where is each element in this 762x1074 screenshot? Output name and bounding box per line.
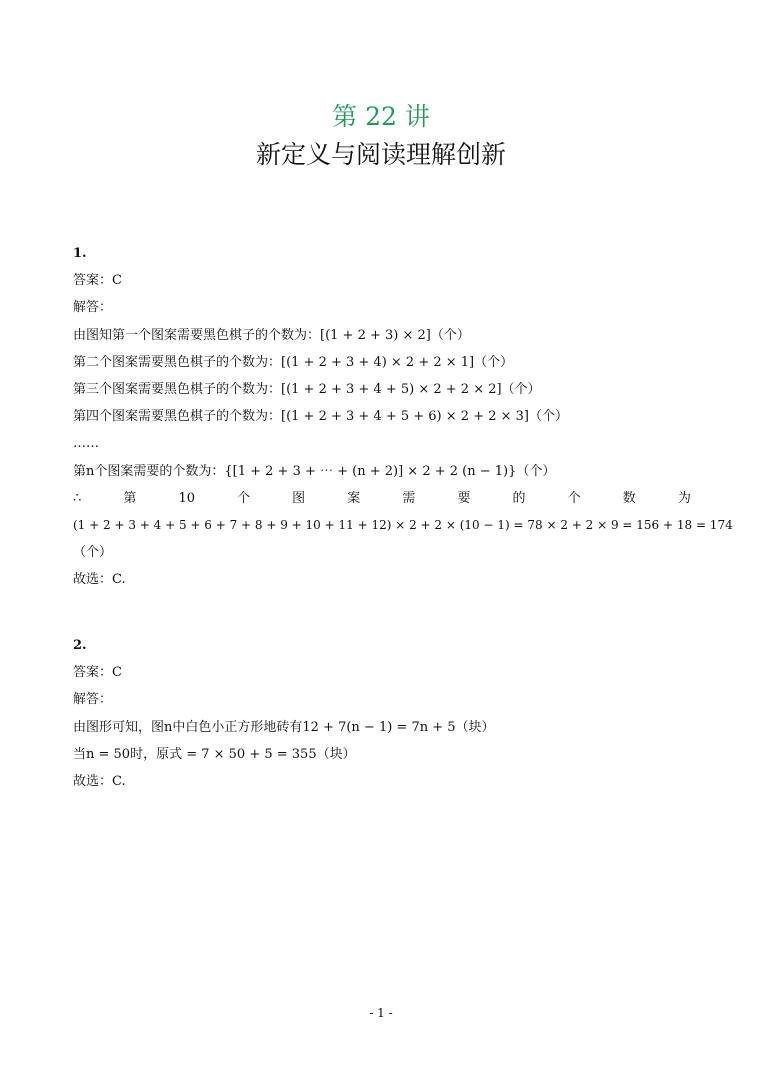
solution-line: 第n个图案需要的个数为：{[1 + 2 + 3 + ⋯ + (n + 2)] × 2 + 2 (n − 1)}（个）	[73, 463, 556, 479]
therefore-token: 数	[622, 490, 636, 506]
solution-line: 当n = 50时，原式 = 7 × 50 + 5 = 355（块）	[73, 746, 356, 762]
therefore-token: 要	[457, 490, 471, 506]
page-title: 新定义与阅读理解创新	[255, 140, 506, 169]
therefore-token: 个	[237, 490, 251, 506]
problem-number: 1.	[73, 246, 87, 261]
lecture-number: 第 22 讲	[332, 102, 430, 131]
therefore-token: 图	[292, 490, 306, 506]
unit-line: （个）	[73, 545, 113, 561]
problem-2	[73, 632, 691, 795]
solution-label: 解答：	[73, 300, 113, 316]
solution-line: 第二个图案需要黑色棋子的个数为：[(1 + 2 + 3 + 4) × 2 + 2 × 1]（个）	[73, 354, 514, 370]
therefore-token: 个	[567, 490, 581, 506]
therefore-token: 需	[402, 490, 416, 506]
solution-line: 由图知第一个图案需要黑色棋子的个数为：[(1 + 2 + 3) × 2]（个）	[73, 327, 470, 343]
therefore-token: 案	[347, 490, 361, 506]
therefore-token: 10	[178, 490, 195, 506]
solution-line: 第四个图案需要黑色棋子的个数为：[(1 + 2 + 3 + 4 + 5 + 6) × 2 + 2 × 3]（个）	[73, 409, 568, 425]
solution-line: 第三个图案需要黑色棋子的个数为：[(1 + 2 + 3 + 4 + 5) × 2 + 2 × 2]（个）	[73, 382, 541, 398]
conclusion-line: 故选：C.	[73, 572, 126, 588]
therefore-token: ∴	[73, 490, 82, 506]
therefore-token: 第	[123, 490, 137, 506]
answer-line: 答案：C	[73, 665, 122, 681]
solution-line: 由图形可知，图n中白色小正方形地砖有12 + 7(n − 1) = 7n + 5（块）	[73, 719, 495, 735]
problem-1	[73, 240, 733, 594]
therefore-token: 为	[677, 490, 691, 506]
conclusion-line: 故选：C.	[73, 774, 126, 790]
answer-line: 答案：C	[73, 273, 122, 289]
therefore-token: 的	[512, 490, 526, 506]
long-expression: (1 + 2 + 3 + 4 + 5 + 6 + 7 + 8 + 9 + 10 + 11 + 12) × 2 + 2 × (10 − 1) = 78 × 2 + 2 × 9 = 156 + 18 = 174	[73, 518, 733, 533]
problem-number: 2.	[73, 638, 87, 653]
page-number: - 1 -	[369, 1006, 393, 1020]
solution-label: 解答：	[73, 692, 113, 708]
solution-line: ……	[73, 436, 99, 452]
therefore-line	[73, 485, 691, 512]
